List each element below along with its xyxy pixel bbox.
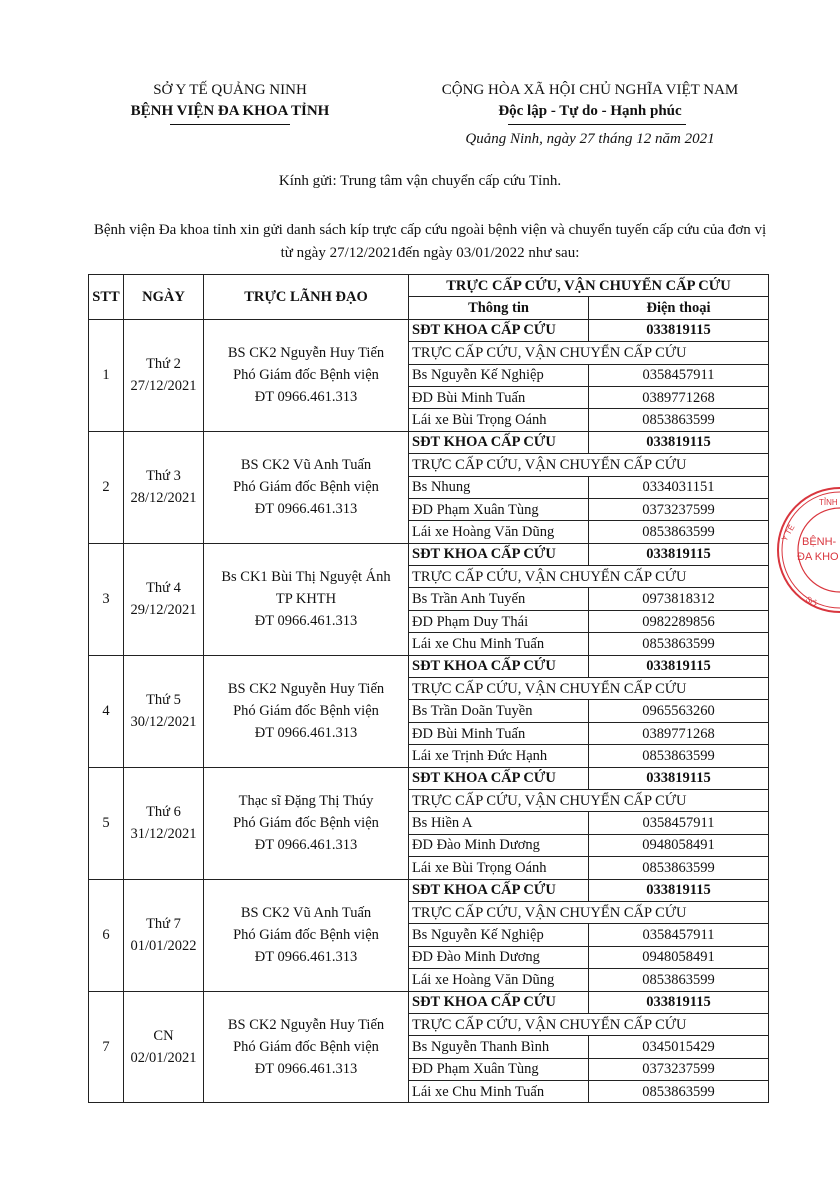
staff-name: ĐD Phạm Duy Thái [409, 610, 589, 632]
staff-name: Lái xe Hoàng Văn Dũng [409, 521, 589, 543]
staff-name: ĐD Phạm Xuân Tùng [409, 1058, 589, 1080]
header-group: TRỰC CẤP CỨU, VẬN CHUYỂN CẤP CỨU [409, 275, 769, 297]
staff-name: Lái xe Hoàng Văn Dũng [409, 969, 589, 991]
stt-cell: 5 [89, 767, 124, 879]
table-row [89, 319, 769, 341]
staff-name: ĐD Bùi Minh Tuấn [409, 386, 589, 408]
staff-phone: 0345015429 [589, 1036, 769, 1058]
staff-phone: 0358457911 [589, 812, 769, 834]
nation-title: CỘNG HÒA XÃ HỘI CHỦ NGHĨA VIỆT NAM [441, 82, 739, 98]
hotline-label: SĐT KHOA CẤP CỨU [409, 767, 589, 789]
hospital-stamp [775, 485, 840, 615]
table-row [89, 879, 769, 901]
svg-text:TỈNH: TỈNH [819, 498, 838, 507]
leader-phone: ĐT 0966.461.313 [254, 949, 358, 966]
stt-cell: 6 [89, 879, 124, 991]
date-cell [124, 319, 204, 431]
staff-phone: 0948058491 [589, 946, 769, 968]
intro-paragraph: Bệnh viện Đa khoa tỉnh xin gửi danh sách kíp trực cấp cứu ngoài bệnh viện và chuyển tuyến cấp cứu của đơn vị từ ngày 27/12/2021đến ngày 03/01/2022 như sau: [93, 222, 767, 261]
svg-text:SỞ: SỞ [803, 594, 819, 610]
staff-phone: 0358457911 [589, 924, 769, 946]
leader-name: BS CK2 Vũ Anh Tuấn [240, 905, 372, 922]
leader-name: Bs CK1 Bùi Thị Nguyệt Ánh [221, 569, 391, 586]
team-label: TRỰC CẤP CỨU, VẬN CHUYỂN CẤP CỨU [409, 678, 769, 700]
weekday: Thứ 5 [146, 692, 181, 709]
leader-cell [204, 879, 409, 991]
stt-cell: 4 [89, 655, 124, 767]
date-cell [124, 767, 204, 879]
leader-title: Phó Giám đốc Bệnh viện [233, 479, 379, 496]
hotline-label: SĐT KHOA CẤP CỨU [409, 543, 589, 565]
staff-name: Bs Nguyễn Thanh Bình [409, 1036, 589, 1058]
svg-text:BỆNH-: BỆNH- [802, 536, 837, 548]
date-cell [124, 655, 204, 767]
weekday: Thứ 7 [146, 916, 181, 933]
leader-cell [204, 655, 409, 767]
team-label: TRỰC CẤP CỨU, VẬN CHUYỂN CẤP CỨU [409, 901, 769, 923]
date: 01/01/2022 [130, 938, 197, 955]
leader-title: Phó Giám đốc Bệnh viện [233, 815, 379, 832]
staff-phone: 0965563260 [589, 700, 769, 722]
date-cell [124, 991, 204, 1103]
leader-name: BS CK2 Nguyễn Huy Tiến [227, 345, 385, 362]
stt-cell: 2 [89, 431, 124, 543]
leader-cell [204, 767, 409, 879]
leader-cell [204, 991, 409, 1103]
staff-phone: 0853863599 [589, 1081, 769, 1103]
staff-phone: 0948058491 [589, 834, 769, 856]
leader-title: Phó Giám đốc Bệnh viện [233, 1038, 379, 1055]
staff-phone: 0358457911 [589, 364, 769, 386]
table-row [89, 767, 769, 789]
staff-name: Bs Nhung [409, 476, 589, 498]
recipient: Kính gửi: Trung tâm vận chuyển cấp cứu Tỉnh. [278, 173, 562, 189]
weekday: Thứ 6 [146, 804, 181, 821]
team-label: TRỰC CẤP CỨU, VẬN CHUYỂN CẤP CỨU [409, 1013, 769, 1035]
staff-name: Lái xe Chu Minh Tuấn [409, 633, 589, 655]
hotline-number: 033819115 [589, 991, 769, 1013]
motto: Độc lập - Tự do - Hạnh phúc [498, 103, 682, 119]
date-cell [124, 543, 204, 655]
hotline-number: 033819115 [589, 543, 769, 565]
staff-phone: 0853863599 [589, 521, 769, 543]
leader-name: BS CK2 Nguyễn Huy Tiến [227, 681, 385, 698]
divider [170, 124, 290, 125]
org-parent: SỞ Y TẾ QUẢNG NINH [153, 82, 307, 98]
table-row [89, 431, 769, 453]
org-name: BỆNH VIỆN ĐA KHOA TỈNH [130, 103, 330, 119]
staff-phone: 0853863599 [589, 409, 769, 431]
leader-title: Phó Giám đốc Bệnh viện [233, 927, 379, 944]
leader-title: Phó Giám đốc Bệnh viện [233, 703, 379, 720]
header-date: NGÀY [124, 275, 204, 320]
hotline-label: SĐT KHOA CẤP CỨU [409, 879, 589, 901]
date: 28/12/2021 [130, 490, 197, 507]
date-line: Quảng Ninh, ngày 27 tháng 12 năm 2021 [465, 131, 715, 147]
team-label: TRỰC CẤP CỨU, VẬN CHUYỂN CẤP CỨU [409, 454, 769, 476]
date: 27/12/2021 [130, 378, 197, 395]
svg-text:Y TẾ: Y TẾ [779, 523, 797, 543]
leader-phone: ĐT 0966.461.313 [254, 1060, 358, 1077]
date: 31/12/2021 [130, 826, 197, 843]
staff-name: Lái xe Bùi Trọng Oánh [409, 857, 589, 879]
header-phone: Điện thoại [589, 297, 769, 319]
hotline-label: SĐT KHOA CẤP CỨU [409, 431, 589, 453]
table-row [89, 991, 769, 1013]
divider [508, 124, 686, 125]
leader-phone: ĐT 0966.461.313 [254, 501, 358, 518]
leader-phone: ĐT 0966.461.313 [254, 725, 358, 742]
staff-name: Bs Trần Anh Tuyến [409, 588, 589, 610]
header-info: Thông tin [409, 297, 589, 319]
svg-text:ĐA KHO: ĐA KHO [797, 551, 839, 563]
leader-name: BS CK2 Vũ Anh Tuấn [240, 457, 372, 474]
staff-name: Bs Nguyễn Kế Nghiệp [409, 364, 589, 386]
table-row [89, 543, 769, 565]
staff-name: ĐD Phạm Xuân Tùng [409, 498, 589, 520]
staff-phone: 0853863599 [589, 857, 769, 879]
sender-block [100, 80, 360, 125]
staff-phone: 0389771268 [589, 722, 769, 744]
staff-phone: 0973818312 [589, 588, 769, 610]
nation-block [420, 80, 760, 125]
staff-name: ĐD Bùi Minh Tuấn [409, 722, 589, 744]
leader-phone: ĐT 0966.461.313 [254, 613, 358, 630]
hotline-number: 033819115 [589, 319, 769, 341]
leader-name: Thạc sĩ Đặng Thị Thúy [238, 793, 374, 810]
staff-phone: 0982289856 [589, 610, 769, 632]
staff-name: Bs Hiền A [409, 812, 589, 834]
weekday: Thứ 2 [146, 356, 181, 373]
stt-cell: 1 [89, 319, 124, 431]
header-stt: STT [89, 275, 124, 320]
staff-phone: 0373237599 [589, 498, 769, 520]
weekday: Thứ 3 [146, 468, 181, 485]
hotline-label: SĐT KHOA CẤP CỨU [409, 319, 589, 341]
staff-phone: 0334031151 [589, 476, 769, 498]
stt-cell: 3 [89, 543, 124, 655]
leader-cell [204, 543, 409, 655]
hotline-label: SĐT KHOA CẤP CỨU [409, 991, 589, 1013]
staff-phone: 0373237599 [589, 1058, 769, 1080]
team-label: TRỰC CẤP CỨU, VẬN CHUYỂN CẤP CỨU [409, 566, 769, 588]
weekday: CN [153, 1027, 174, 1044]
leader-cell [204, 319, 409, 431]
hotline-number: 033819115 [589, 655, 769, 677]
staff-name: ĐD Đào Minh Dương [409, 834, 589, 856]
staff-phone: 0853863599 [589, 633, 769, 655]
staff-phone: 0853863599 [589, 969, 769, 991]
hotline-number: 033819115 [589, 767, 769, 789]
header-leader: TRỰC LÃNH ĐẠO [204, 275, 409, 320]
staff-name: Bs Trần Doãn Tuyền [409, 700, 589, 722]
duty-roster-table [88, 274, 769, 1103]
hotline-number: 033819115 [589, 879, 769, 901]
team-label: TRỰC CẤP CỨU, VẬN CHUYỂN CẤP CỨU [409, 342, 769, 364]
staff-name: Lái xe Trịnh Đức Hạnh [409, 745, 589, 767]
stt-cell: 7 [89, 991, 124, 1103]
date-cell [124, 879, 204, 991]
staff-name: Bs Nguyễn Kế Nghiệp [409, 924, 589, 946]
staff-name: Lái xe Bùi Trọng Oánh [409, 409, 589, 431]
leader-title: Phó Giám đốc Bệnh viện [233, 367, 379, 384]
leader-title: TP KHTH [275, 591, 337, 608]
leader-phone: ĐT 0966.461.313 [254, 389, 358, 406]
team-label: TRỰC CẤP CỨU, VẬN CHUYỂN CẤP CỨU [409, 789, 769, 811]
leader-cell [204, 431, 409, 543]
staff-name: Lái xe Chu Minh Tuấn [409, 1081, 589, 1103]
leader-name: BS CK2 Nguyễn Huy Tiến [227, 1016, 385, 1033]
leader-phone: ĐT 0966.461.313 [254, 837, 358, 854]
hotline-label: SĐT KHOA CẤP CỨU [409, 655, 589, 677]
table-row [89, 655, 769, 677]
date: 30/12/2021 [130, 714, 197, 731]
hotline-number: 033819115 [589, 431, 769, 453]
date: 29/12/2021 [130, 602, 197, 619]
date: 02/01/2021 [130, 1049, 197, 1066]
weekday: Thứ 4 [146, 580, 181, 597]
staff-name: ĐD Đào Minh Dương [409, 946, 589, 968]
staff-phone: 0389771268 [589, 386, 769, 408]
date-cell [124, 431, 204, 543]
staff-phone: 0853863599 [589, 745, 769, 767]
